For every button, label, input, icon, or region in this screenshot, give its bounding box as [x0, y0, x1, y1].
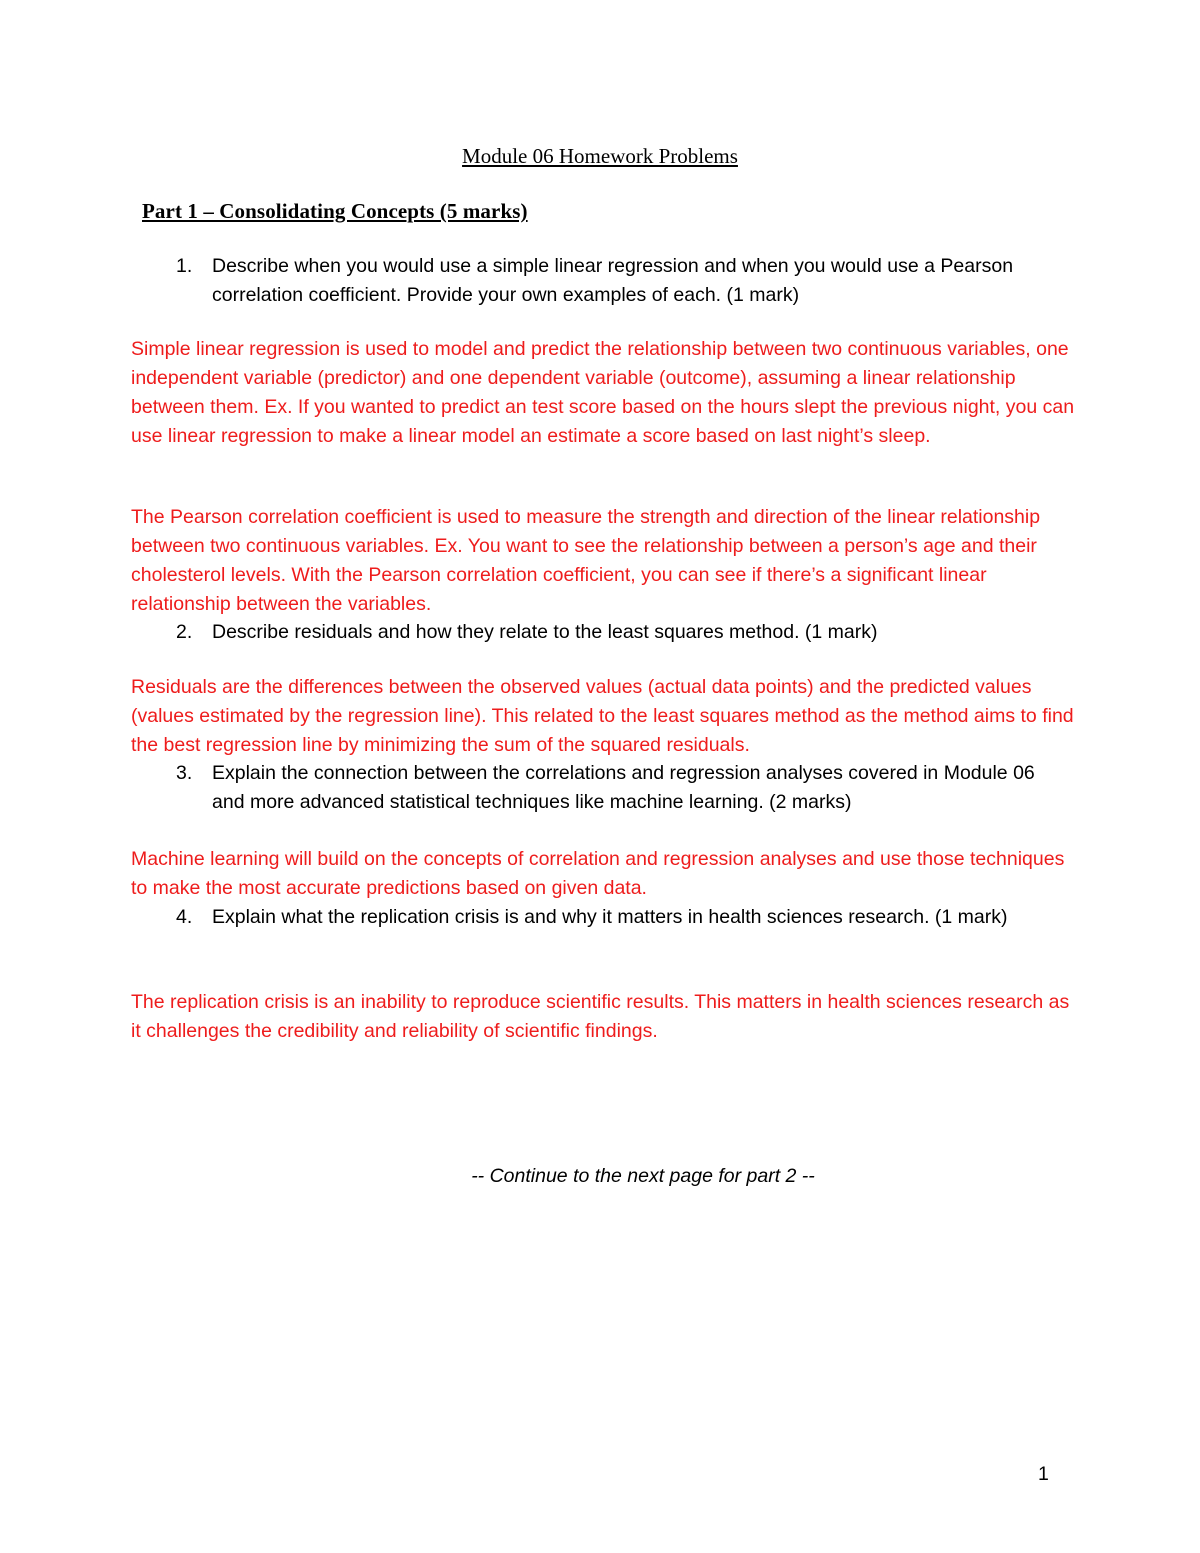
page-number: 1: [1038, 1463, 1049, 1485]
question-number: 3.: [176, 762, 193, 784]
question-number: 2.: [176, 621, 193, 643]
question-4: [176, 903, 1056, 932]
question-number: 1.: [176, 255, 193, 277]
answer-1b: The Pearson correlation coefficient is used to measure the strength and direction of the linear relationship between two continuous variables. Ex. You want to see the relationship between a person’s age and their cholesterol levels. With the Pearson correlation coefficient, you can see if there’s a significant linear relationship between the variables.: [131, 506, 1041, 615]
question-text: Explain what the replication crisis is and why it matters in health sciences research. (1 mark): [212, 906, 1008, 928]
question-number: 4.: [176, 906, 193, 928]
question-3: [176, 759, 1056, 817]
question-text: Explain the connection between the correlations and regression analyses covered in Module 06 and more advanced statistical techniques like machine learning. (2 marks): [212, 762, 1035, 813]
answer-4: The replication crisis is an inability to reproduce scientific results. This matters in health sciences research as it challenges the credibility and reliability of scientific findings.: [131, 991, 1070, 1042]
answer-3: Machine learning will build on the concepts of correlation and regression analyses and use those techniques to make the most accurate predictions based on given data.: [131, 848, 1065, 899]
continue-note: -- Continue to the next page for part 2 --: [471, 1165, 815, 1187]
question-text: Describe when you would use a simple linear regression and when you would use a Pearson correlation coefficient. Provide your own examples of each. (1 mark): [212, 255, 1014, 306]
part-heading: Part 1 – Consolidating Concepts (5 marks): [142, 199, 528, 223]
question-text: Describe residuals and how they relate to the least squares method. (1 mark): [212, 621, 878, 643]
question-2: [176, 618, 1056, 647]
answer-1a: Simple linear regression is used to model and predict the relationship between two continuous variables, one independent variable (predictor) and one dependent variable (outcome), assuming a linear relationship between them. Ex. If you wanted to predict an test score based on the hours slept the previous night, you can use linear regression to make a linear model an estimate a score based on last night’s sleep.: [131, 338, 1075, 447]
document-title: Module 06 Homework Problems: [462, 144, 738, 168]
question-1: [176, 252, 1056, 310]
answer-2: Residuals are the differences between the observed values (actual data points) and the predicted values (values estimated by the regression line). This related to the least squares method as the method aims to find the best regression line by minimizing the sum of the squared residuals.: [131, 676, 1074, 756]
